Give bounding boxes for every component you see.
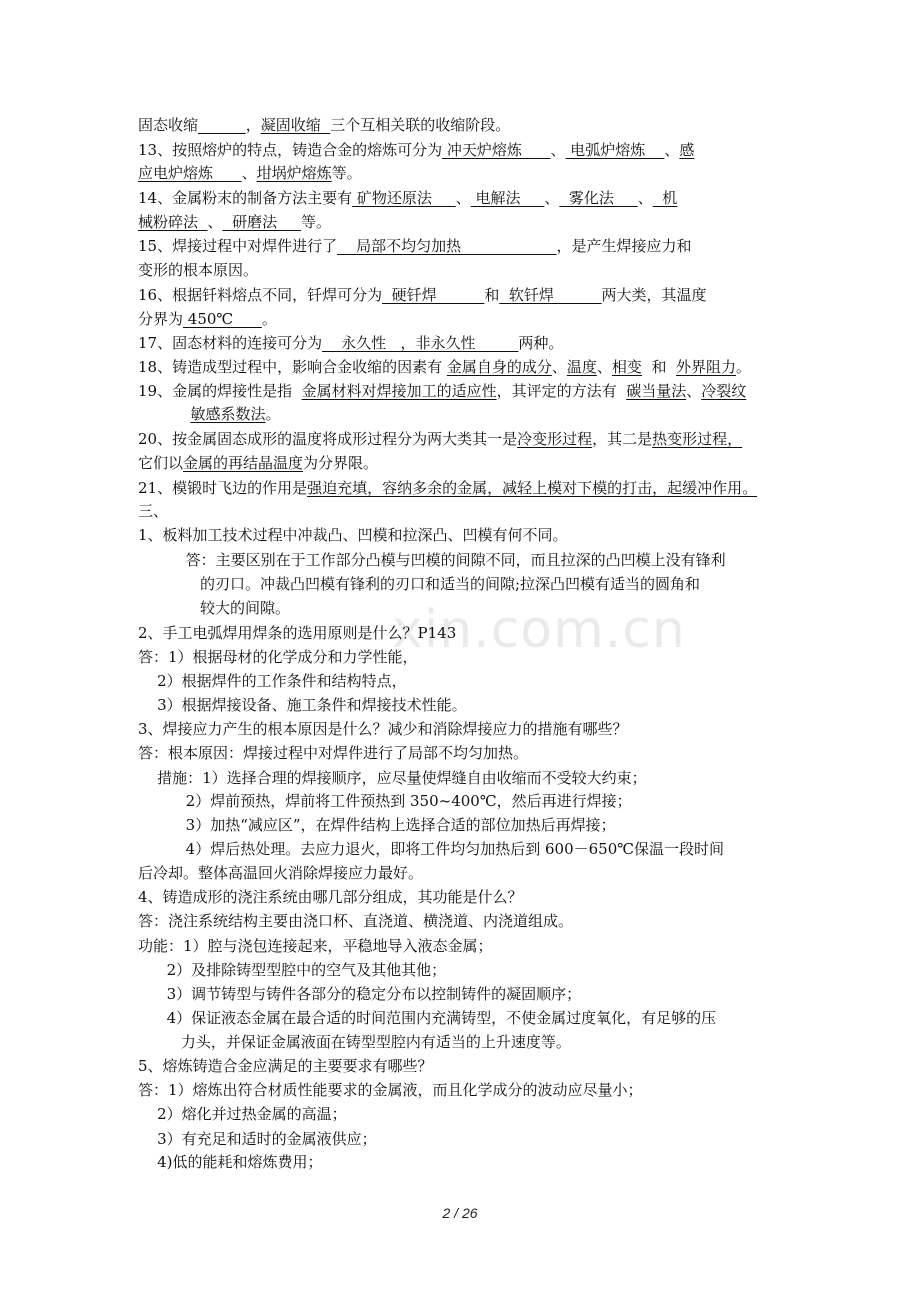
- underlined-answer: 温度: [566, 358, 597, 376]
- text-line: [0, 813, 920, 837]
- text-run: 两大类，其温度: [601, 286, 707, 304]
- underlined-answer: 应电炉熔炼: [138, 164, 242, 182]
- text-line: [0, 523, 920, 547]
- text-line: [0, 161, 920, 185]
- text-run: ，其评定的方法有: [496, 382, 627, 400]
- text-run: 14、金属粉末的制备方法主要有: [138, 189, 353, 207]
- text-run: 和: [484, 286, 500, 304]
- text-line: [0, 138, 920, 162]
- text-line: [0, 1102, 920, 1126]
- text-run: 2、手工电弧焊用焊条的选用原则是什么？P143: [138, 624, 457, 642]
- text-line: [0, 186, 920, 210]
- text-line: [0, 258, 920, 282]
- text-line: [0, 693, 920, 717]
- text-line: [0, 717, 920, 741]
- text-run: 答：1）根据母材的化学成分和力学性能，: [138, 648, 418, 666]
- underlined-answer: 强迫充填，容纳多余的金属，减轻上模对下模的打击，起缓冲作用。: [307, 479, 758, 497]
- text-run: 后冷却。整体高温回火消除焊接应力最好。: [138, 864, 424, 882]
- text-run: 。: [261, 310, 277, 328]
- text-run: 、: [596, 358, 612, 376]
- text-line: [0, 1150, 920, 1174]
- text-run: 、: [551, 358, 567, 376]
- text-run: 两种。: [518, 334, 564, 352]
- underlined-answer: 敏感系数法: [190, 405, 266, 423]
- text-run: 三、: [138, 502, 169, 520]
- text-run: 的刃口。冲裁凸凹模有锋利的刃口和适当的间隙;拉深凸凹模有适当的圆角和: [138, 575, 701, 593]
- text-run: 20、按金属固态成形的温度将成形过程分为两大类其一是: [138, 430, 518, 448]
- text-run: 答：根本原因：焊接过程中对焊件进行了局部不均匀加热。: [138, 744, 529, 762]
- text-run: 16、根据钎料熔点不同，钎焊可分为: [138, 286, 383, 304]
- text-line: [0, 741, 920, 765]
- text-line: [0, 355, 920, 379]
- underlined-answer: 450℃: [183, 310, 262, 328]
- underlined-answer: 局部不均匀加热: [337, 237, 557, 255]
- text-run: 较大的间隙。: [138, 599, 290, 617]
- underlined-answer: 热变形过程，: [652, 430, 743, 448]
- text-run: 3）加热“减应区”，在焊件结构上选择合适的部位加热后再焊接；: [138, 816, 616, 834]
- text-line: [0, 307, 920, 331]
- text-line: [0, 837, 920, 861]
- text-run: 、: [544, 189, 560, 207]
- text-run: 为分界限。: [303, 454, 379, 472]
- text-line: [0, 861, 920, 885]
- underlined-answer: 冲天炉熔炼: [442, 141, 551, 159]
- text-run: 变形的根本原因。: [138, 261, 259, 279]
- text-run: ，是产生焊接应力和: [556, 237, 692, 255]
- underlined-answer: 冷裂纹: [701, 382, 747, 400]
- text-run: ，其二是: [592, 430, 653, 448]
- underlined-answer: 感: [679, 141, 695, 159]
- text-line: [0, 234, 920, 258]
- text-run: 3、焊接应力产生的根本原因是什么？减少和消除焊接应力的措施有哪些？: [138, 720, 628, 738]
- text-run: 、: [664, 141, 680, 159]
- underlined-answer: 永久性: [322, 334, 401, 352]
- underlined-answer: 冷变形过程: [517, 430, 593, 448]
- underlined-answer: 凝固收缩: [260, 116, 331, 134]
- text-line: [0, 934, 920, 958]
- underlined-answer: 相变: [611, 358, 642, 376]
- text-run: 4）焊后热处理。去应力退火，即将工件均匀加热后到 600－650℃保温一段时间: [138, 840, 725, 858]
- text-run: 2）焊前预热，焊前将工件预热到 350~400℃，然后再进行焊接；: [138, 792, 632, 810]
- text-run: 答：主要区别在于工作部分凸模与凹模的间隙不同，而且拉深的凸凹模上没有锋利: [138, 551, 726, 569]
- text-line: [0, 283, 920, 307]
- text-run: 1、板料加工技术过程中冲裁凸、凹模和拉深凸、凹模有何不同。: [138, 526, 568, 544]
- text-line: [0, 548, 920, 572]
- text-line: [0, 1006, 920, 1030]
- text-run: 固态收缩: [138, 116, 199, 134]
- text-line: [0, 766, 920, 790]
- text-run: 它们以: [138, 454, 184, 472]
- underlined-answer: 电弧炉熔炼: [565, 141, 665, 159]
- text-line: [0, 885, 920, 909]
- text-run: 15、焊接过程中对焊件进行了: [138, 237, 338, 255]
- underlined-answer: 软钎焊: [499, 286, 602, 304]
- text-run: 分界为: [138, 310, 184, 328]
- text-run: 5、熔炼铸造合金应满足的主要要求有哪些？: [138, 1057, 433, 1075]
- text-run: 13、按照熔炉的特点，铸造合金的熔炼可分为: [138, 141, 443, 159]
- text-line: [0, 476, 920, 500]
- text-run: 、: [637, 189, 653, 207]
- text-line: [0, 210, 920, 234]
- text-run: 19、金属的焊接性是指: [138, 382, 302, 400]
- text-run: 和: [641, 358, 677, 376]
- text-run: 2）根据焊件的工作条件和结构特点，: [138, 672, 407, 690]
- text-run: 3）调节铸型与铸件各部分的稳定分布以控制铸件的凝固顺序；: [138, 985, 582, 1003]
- underlined-answer: 雾化法: [559, 189, 638, 207]
- text-run: 4)低的能耗和熔炼费用；: [138, 1153, 323, 1171]
- text-line: [0, 958, 920, 982]
- text-run: 。: [265, 405, 281, 423]
- page-number: 2 / 26: [442, 1205, 478, 1221]
- text-run: 力头，并保证金属液面在铸型型腔内有适当的上升速度等。: [138, 1033, 571, 1051]
- text-run: 、: [207, 213, 223, 231]
- underlined-answer: 械粉碎法: [138, 213, 208, 231]
- underlined-answer: 机: [652, 189, 678, 207]
- underlined-answer: 电解法: [470, 189, 545, 207]
- text-run: 措施：1）选择合理的焊接顺序，应尽量使焊缝自由收缩而不受较大约束；: [138, 769, 647, 787]
- text-run: 17、固态材料的连接可分为: [138, 334, 323, 352]
- text-run: 2）及排除铸型型腔中的空气及其他其他；: [138, 961, 447, 979]
- underlined-answer: 坩埚炉熔炼: [256, 164, 332, 182]
- text-run: 18、铸造成型过程中，影响合金收缩的因素有: [138, 358, 447, 376]
- underlined-answer: 金属材料对焊接加工的适应性: [301, 382, 497, 400]
- underlined-answer: 碳当量法: [626, 382, 687, 400]
- text-line: [0, 909, 920, 933]
- text-run: 等。: [331, 164, 362, 182]
- underlined-answer: 研磨法: [222, 213, 301, 231]
- text-run: 、: [241, 164, 257, 182]
- text-line: [0, 427, 920, 451]
- text-run: 答：浇注系统结构主要由浇口杯、直浇道、横浇道、内浇道组成。: [138, 912, 574, 930]
- underlined-answer: 外界阻力: [676, 358, 737, 376]
- text-run: 答：1）熔炼出符合材质性能要求的金属液，而且化学成分的波动应尽量小；: [138, 1081, 643, 1099]
- text-line: [0, 789, 920, 813]
- text-run: 。: [736, 358, 752, 376]
- text-run: 3）有充足和适时的金属液供应；: [138, 1130, 377, 1148]
- text-line: [0, 379, 920, 403]
- text-run: 、: [686, 382, 702, 400]
- text-run: 等。: [300, 213, 331, 231]
- underlined-answer: 矿物还原法: [352, 189, 456, 207]
- text-run: 2）熔化并过热金属的高温；: [138, 1105, 347, 1123]
- underlined-answer: 金属的再结晶温度: [183, 454, 304, 472]
- text-line: [0, 451, 920, 475]
- underlined-answer: ，非永久性: [400, 334, 519, 352]
- text-run: 、: [455, 189, 471, 207]
- text-line: [0, 572, 920, 596]
- text-run: 、: [550, 141, 566, 159]
- watermark: xin.com.cn: [392, 600, 686, 660]
- text-run: 4）保证液态金属在最合适的时间范围内充满铸型，不使金属过度氧化，有足够的压: [138, 1009, 717, 1027]
- text-line: [0, 1030, 920, 1054]
- text-line: [0, 331, 920, 355]
- text-run: ，: [245, 116, 261, 134]
- text-run: 三个互相关联的收缩阶段。: [330, 116, 511, 134]
- underlined-answer: [198, 116, 246, 134]
- text-line: [0, 113, 920, 137]
- text-line: [0, 499, 920, 523]
- text-line: [0, 669, 920, 693]
- underlined-answer: 硬钎焊: [382, 286, 485, 304]
- text-line: [0, 1054, 920, 1078]
- text-line: [0, 1078, 920, 1102]
- text-run: [138, 405, 190, 423]
- underlined-answer: 金属自身的成分: [446, 358, 552, 376]
- text-line: [0, 402, 920, 426]
- text-run: 21、模锻时飞边的作用是: [138, 479, 308, 497]
- text-run: 4、铸造成形的浇注系统由哪几部分组成，其功能是什么？: [138, 888, 523, 906]
- text-line: [0, 1127, 920, 1151]
- text-line: [0, 982, 920, 1006]
- text-run: 功能：1）腔与浇包连接起来，平稳地导入液态金属；: [138, 937, 493, 955]
- text-run: 3）根据焊接设备、施工条件和焊接技术性能。: [138, 696, 467, 714]
